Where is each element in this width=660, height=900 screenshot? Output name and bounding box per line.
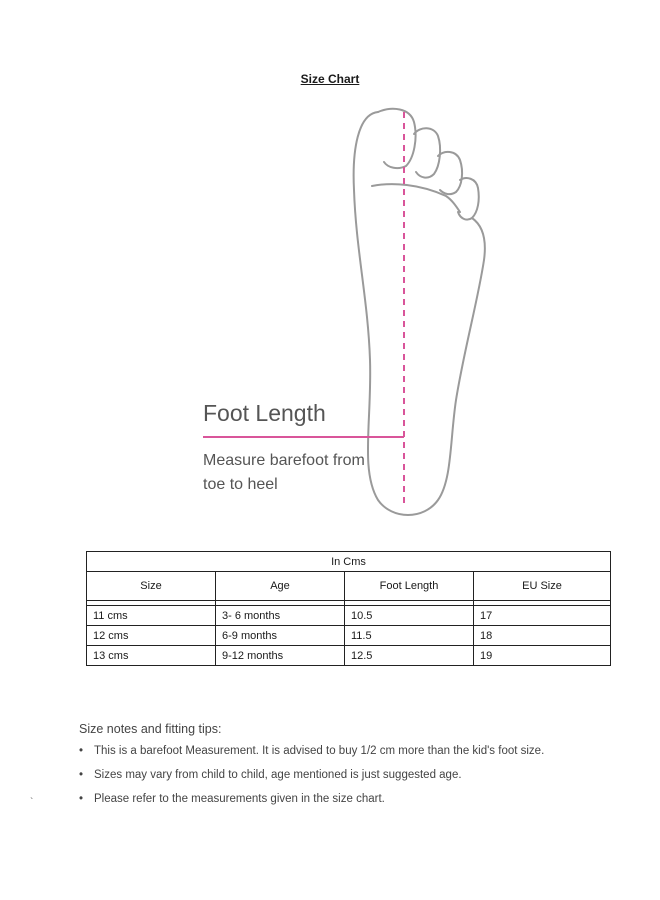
foot-sole-outline [354, 112, 485, 515]
fitting-notes [79, 722, 544, 814]
cell-eu-size: 19 [474, 646, 611, 666]
cell-size: 12 cms [87, 626, 216, 646]
list-item [79, 766, 544, 790]
bullet-icon: • [79, 769, 84, 781]
stray-mark: ` [30, 797, 34, 808]
cell-age: 3- 6 months [216, 606, 345, 626]
header-eu-size: EU Size [474, 572, 611, 601]
bullet-icon: • [79, 793, 84, 805]
cell-size: 11 cms [87, 606, 216, 626]
table-row [87, 606, 611, 626]
big-toe-outline [378, 109, 416, 168]
list-item [79, 742, 544, 766]
header-foot-length: Foot Length [345, 572, 474, 601]
cell-foot-length: 10.5 [345, 606, 474, 626]
header-age: Age [216, 572, 345, 601]
list-item [79, 790, 544, 814]
cell-foot-length: 12.5 [345, 646, 474, 666]
cell-age: 6-9 months [216, 626, 345, 646]
ball-crease [372, 184, 460, 212]
cell-age: 9-12 months [216, 646, 345, 666]
table-row [87, 626, 611, 646]
foot-length-description [203, 449, 365, 497]
page-title: Size Chart [300, 72, 360, 86]
cell-size: 13 cms [87, 646, 216, 666]
foot-length-label: Foot Length [203, 400, 326, 426]
description-line: toe to heel [203, 476, 278, 493]
table-caption: In Cms [87, 552, 611, 572]
cell-eu-size: 18 [474, 626, 611, 646]
table-row [87, 646, 611, 666]
note-text: This is a barefoot Measurement. It is advised to buy 1/2 cm more than the kid's foot size. [94, 745, 545, 757]
note-text: Please refer to the measurements given in the size chart. [94, 793, 385, 805]
notes-title: Size notes and fitting tips: [79, 722, 222, 736]
second-toe-outline [414, 128, 440, 177]
cell-foot-length: 11.5 [345, 626, 474, 646]
bullet-icon: • [79, 745, 84, 757]
header-size: Size [87, 572, 216, 601]
third-toe-outline [438, 152, 462, 194]
cell-eu-size: 17 [474, 606, 611, 626]
size-table [86, 551, 611, 666]
note-text: Sizes may vary from child to child, age mentioned is just suggested age. [94, 769, 462, 781]
description-line: Measure barefoot from [203, 452, 365, 469]
